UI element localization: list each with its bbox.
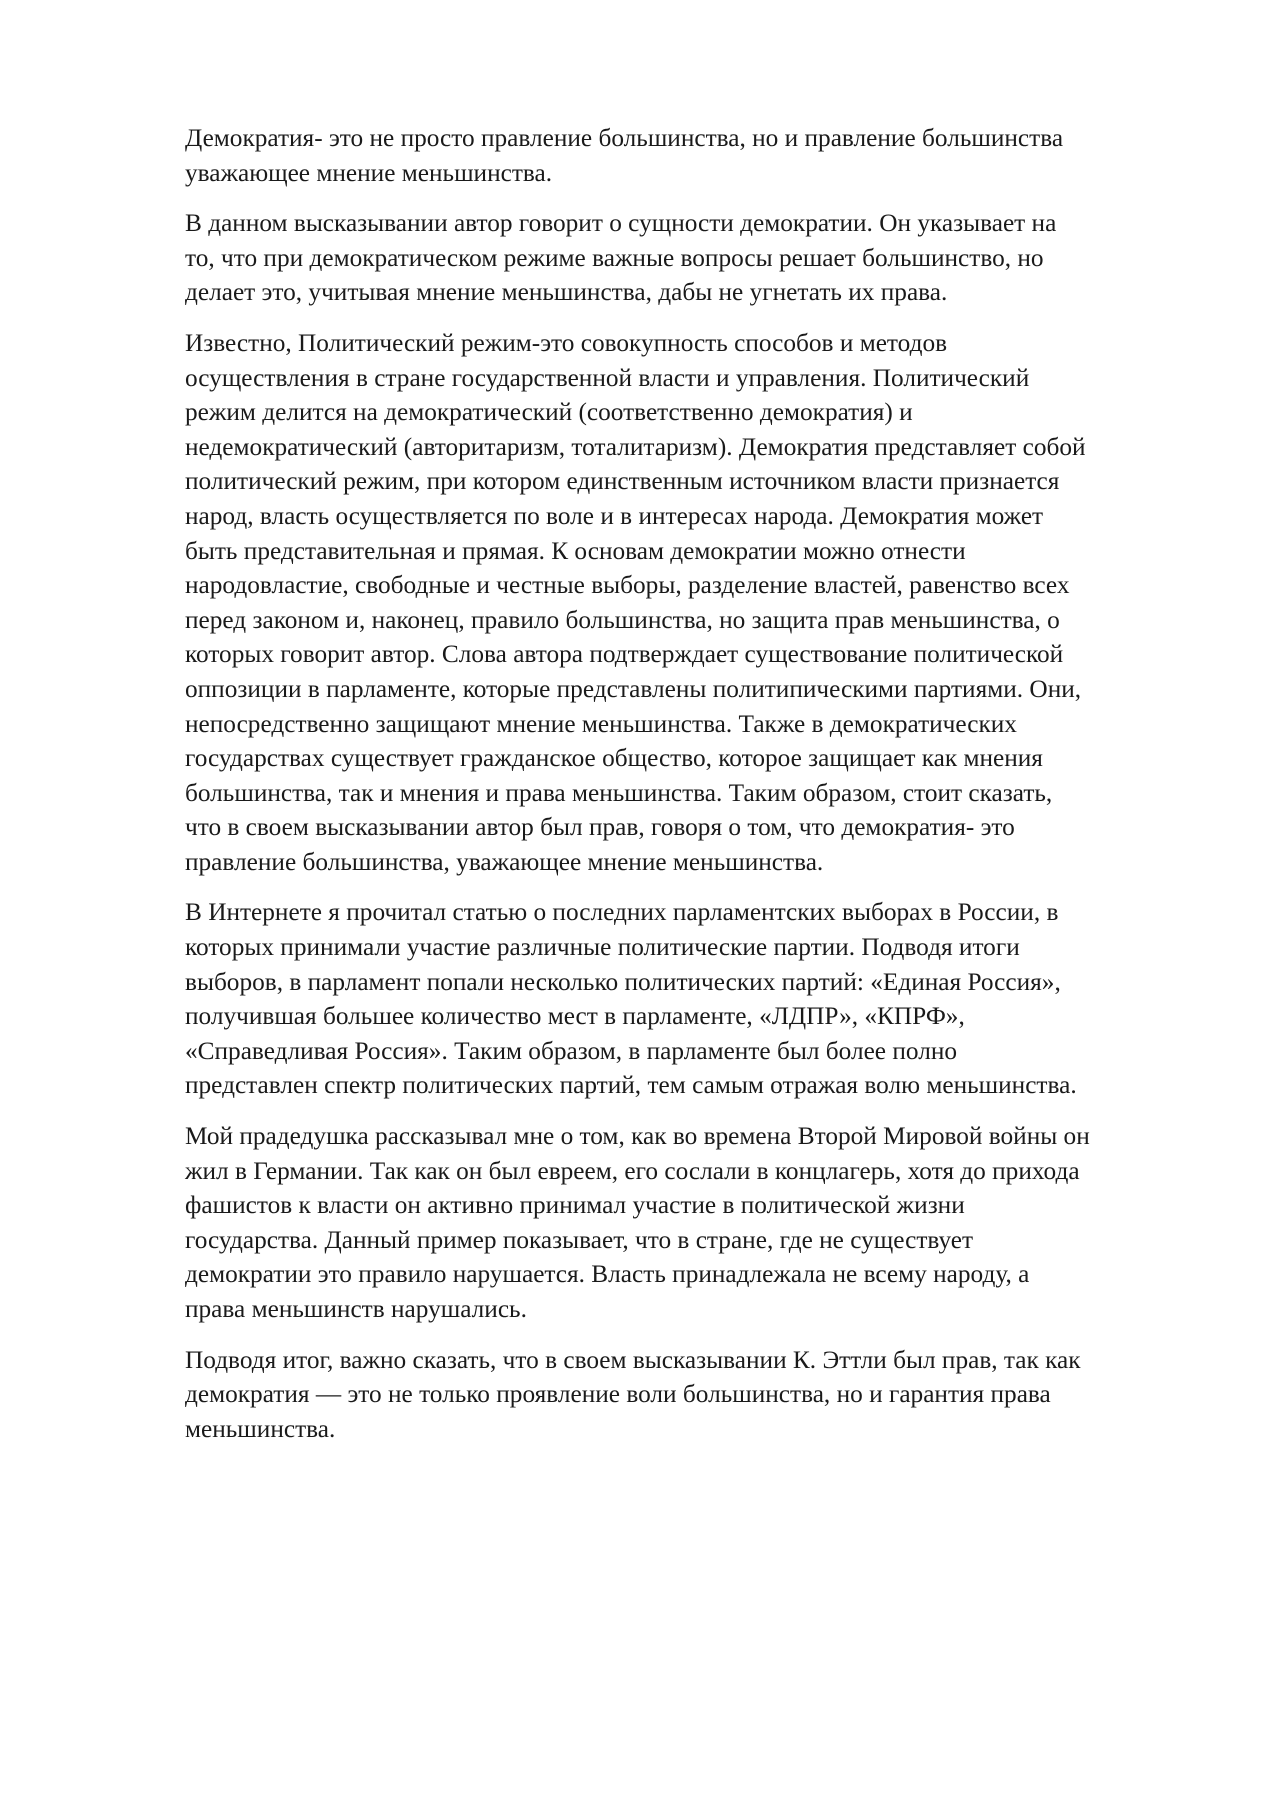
text-line: что в своем высказывании автор был прав, говоря о том, что демократия- это xyxy=(185,813,1015,842)
text-line: Известно, Политический режим-это совокупность способов и методов xyxy=(185,328,948,357)
text-line: В Интернете я прочитал статью о последних парламентских выборах в России, в xyxy=(185,898,1059,927)
text-line: большинства, так и мнения и права меньшинства. Таким образом, стоит сказать, xyxy=(185,778,1053,807)
text-line: «Справедливая Россия». Таким образом, в парламенте был более полно xyxy=(185,1036,958,1065)
text-line: Подводя итог, важно сказать, что в своем высказывании К. Эттли был прав, так как xyxy=(185,1345,1081,1374)
text-line: которых говорит автор. Слова автора подтверждает существование политической xyxy=(185,640,1064,669)
text-line: политический режим, при котором единственным источником власти признается xyxy=(185,467,1060,496)
paragraph-6 xyxy=(185,1343,1225,1447)
text-line: Демократия- это не просто правление большинства, но и правление большинства xyxy=(185,124,1064,152)
text-line: права меньшинств нарушались. xyxy=(185,1295,527,1323)
text-line: народ, власть осуществляется по воле и в интересах народа. Демократия может xyxy=(185,501,1044,530)
text-line: делает это, учитывая мнение меньшинства, дабы не угнетать их права. xyxy=(185,278,948,307)
paragraph-2 xyxy=(185,206,1225,310)
text-line: фашистов к власти он активно принимал участие в политической жизни xyxy=(185,1191,965,1220)
text-line: оппозиции в парламенте, которые представлены политипическими партиями. Они, xyxy=(185,674,1082,703)
text-line: уважающее мнение меньшинства. xyxy=(185,158,553,187)
text-line: режим делится на демократический (соответственно демократия) и xyxy=(185,398,913,427)
text-line: выборов, в парламент попали несколько политических партий: «Единая Россия», xyxy=(185,967,1061,996)
text-line: недемократический (авторитаризм, тоталитаризм). Демократия представляет собой xyxy=(185,432,1086,461)
text-line: то, что при демократическом режиме важные вопросы решает большинство, но xyxy=(185,243,1044,272)
text-line: демократии это правило нарушается. Власть принадлежала не всему народу, а xyxy=(185,1260,1030,1289)
paragraph-4 xyxy=(185,895,1225,1103)
text-line: Мой прадедушка рассказывал мне о том, как во времена Второй Мировой войны он xyxy=(185,1122,1090,1151)
text-line: быть представительная и прямая. К основам демократии можно отнести xyxy=(185,536,966,565)
text-line: представлен спектр политических партий, тем самым отражая волю меньшинства. xyxy=(185,1071,1077,1100)
text-line: перед законом и, наконец, правило большинства, но защита прав меньшинства, о xyxy=(185,605,1060,634)
text-line: которых принимали участие различные политические партии. Подводя итоги xyxy=(185,933,1020,962)
text-line: жил в Германии. Так как он был евреем, его сослали в концлагерь, хотя до прихода xyxy=(185,1156,1080,1185)
text-line: осуществления в стране государственной власти и управления. Политический xyxy=(185,363,1030,392)
text-line: государства. Данный пример показывает, что в стране, где не существует xyxy=(185,1225,974,1254)
text-line: государствах существует гражданское общество, которое защищает как мнения xyxy=(185,744,1043,773)
text-line: меньшинства. xyxy=(185,1414,336,1443)
paragraph-3 xyxy=(185,326,1225,880)
text-line: непосредственно защищают мнение меньшинства. Также в демократических xyxy=(185,709,1017,738)
text-line: В данном высказывании автор говорит о сущности демократии. Он указывает на xyxy=(185,209,1057,238)
text-line: демократия — это не только проявление воли большинства, но и гарантия права xyxy=(185,1380,1051,1409)
text-line: правление большинства, уважающее мнение меньшинства. xyxy=(185,847,824,876)
text-line: получившая большее количество мест в парламенте, «ЛДПР», «КПРФ», xyxy=(185,1002,965,1031)
paragraph-5 xyxy=(185,1119,1225,1327)
document-body xyxy=(185,121,1225,1446)
text-line: народовластие, свободные и честные выборы, разделение властей, равенство всех xyxy=(185,571,1070,600)
paragraph-1 xyxy=(185,121,1225,190)
